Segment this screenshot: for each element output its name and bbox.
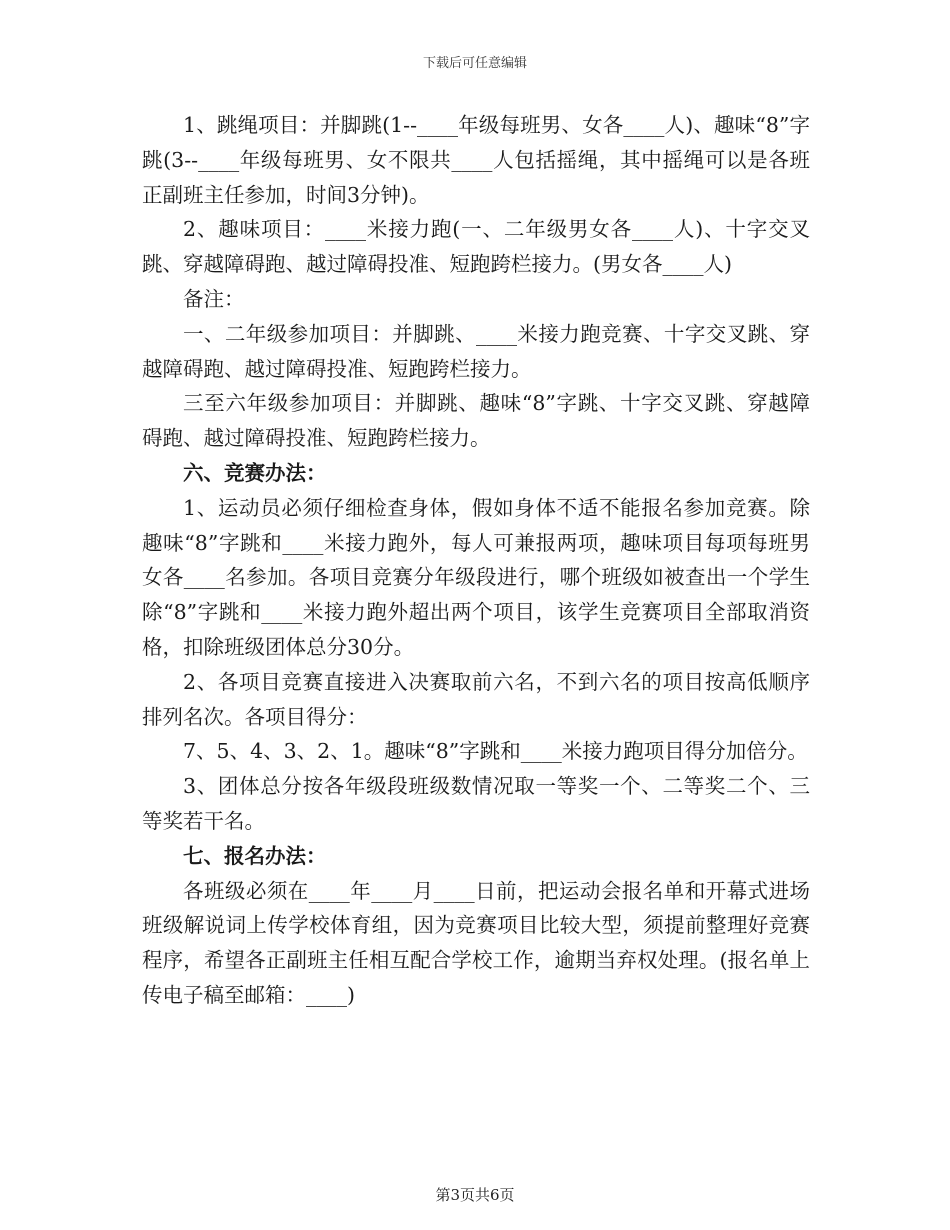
page-number: 第3页共6页 [435, 1186, 515, 1204]
section-heading-registration: 七、报名办法： [183, 843, 327, 868]
paragraph-fun-events: 2、趣味项目：____米接力跑(一、二年级男女各____人)、十字交叉跳、穿越障碍跑、越过障碍投准、短跑跨栏接力。(男女各____人) [142, 217, 810, 277]
page-header: 下载后可任意编辑 [422, 56, 527, 71]
paragraph-scoring: 7、5、4、3、2、1。趣味“8”字跳和____米接力跑项目得分加倍分。 [183, 739, 808, 764]
paragraph-rule-2: 2、各项目竞赛直接进入决赛取前六名，不到六名的项目按高低顺序排列名次。各项目得分： [142, 669, 810, 729]
paragraph-rule-1: 1、运动员必须仔细检查身体，假如身体不适不能报名参加竞赛。除趣味“8”字跳和____米接力跑外，每人可兼报两项，趣味项目每项每班男女各____名参加。各项目竞赛分年级段进行，哪个班级如被查出一个学生除“8”字跳和____米接力跑外超出两个项目，该学生竞赛项目全部取消资格，扣除班级团体总分30分。 [142, 495, 810, 659]
paragraph-registration: 各班级必须在____年____月____日前，把运动会报名单和开幕式进场班级解说词上传学校体育组，因为竞赛项目比较大型，须提前整理好竞赛程序，希望各正副班主任相互配合学校工作，逾期当弃权处理。(报名单上传电子稿至邮箱：____) [142, 878, 810, 1007]
paragraph-grade-1-2: 一、二年级参加项目：并脚跳、____米接力跑竞赛、十字交叉跳、穿越障碍跑、越过障碍投准、短跑跨栏接力。 [142, 321, 810, 381]
section-heading-competition: 六、竞赛办法： [183, 460, 327, 485]
paragraph-rope-skipping: 1、跳绳项目：并脚跳(1--____年级每班男、女各____人)、趣味“8”字跳(3--____年级每班男、女不限共____人包括摇绳，其中摇绳可以是各班正副班主任参加，时间3分钟)。 [142, 113, 810, 207]
paragraph-grade-3-6: 三至六年级参加项目：并脚跳、趣味“8”字跳、十字交叉跳、穿越障碍跑、越过障碍投准、短跑跨栏接力。 [142, 391, 810, 451]
document-body [142, 108, 810, 1013]
paragraph-notes-label: 备注： [183, 286, 245, 311]
paragraph-rule-3: 3、团体总分按各年级段班级数情况取一等奖一个、二等奖二个、三等奖若干名。 [142, 774, 810, 833]
